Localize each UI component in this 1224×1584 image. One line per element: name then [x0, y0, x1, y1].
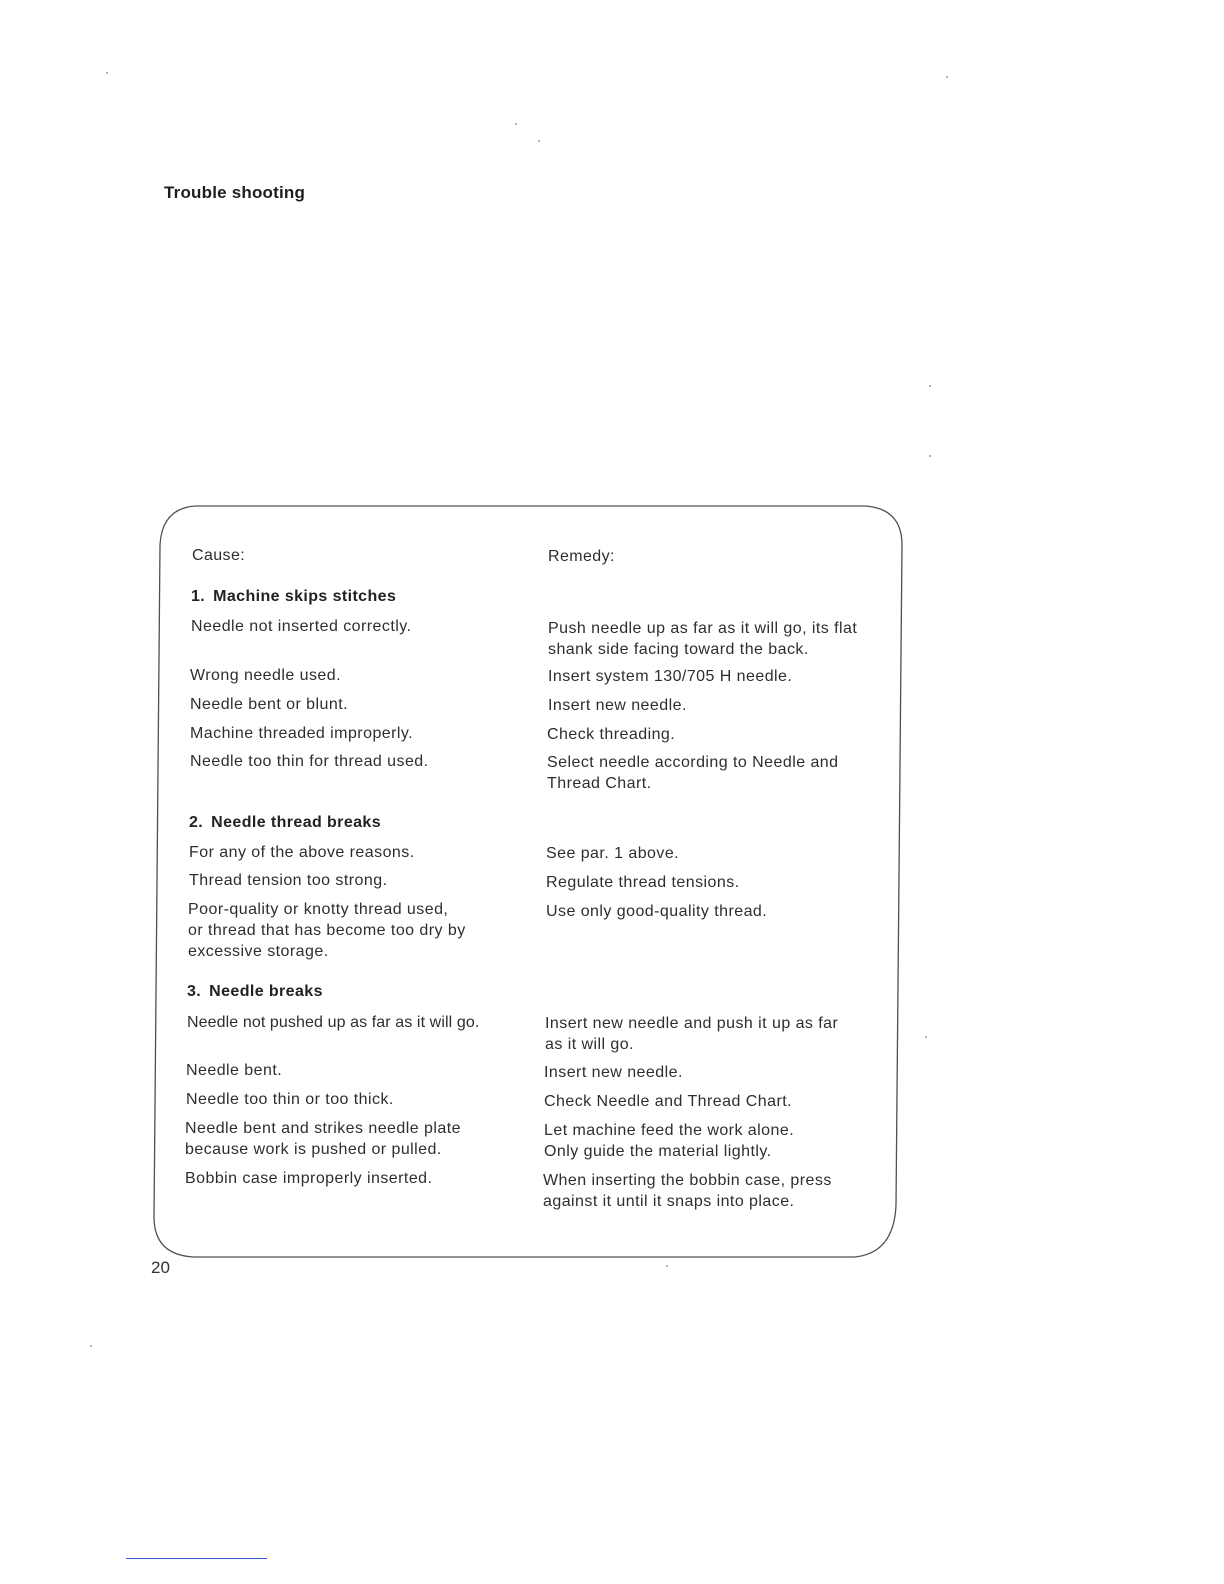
scan-speck [929, 455, 931, 457]
cause-text: Needle bent and strikes needle plate because work is pushed or pulled. [185, 1120, 461, 1158]
cause-text: Poor-quality or knotty thread used, or thread that has become too dry by excessive storage. [188, 901, 466, 960]
cause-text: Needle not inserted correctly. [191, 618, 412, 635]
cause-text: Wrong needle used. [190, 667, 342, 684]
cause-text: For any of the above reasons. [189, 844, 415, 861]
scan-speck [666, 1265, 668, 1267]
remedy-text: Regulate thread tensions. [546, 874, 740, 891]
remedy-text: Check threading. [547, 726, 676, 743]
scan-speck [538, 140, 540, 142]
cause-text: Needle bent. [186, 1062, 283, 1079]
scan-speck [515, 123, 517, 125]
section-title-text: Needle breaks [209, 983, 323, 1000]
scan-speck [929, 385, 931, 387]
remedy-column-header: Remedy: [548, 548, 615, 565]
section-title [191, 588, 396, 606]
section-number: 1. [191, 588, 206, 605]
section-number: 2. [189, 814, 204, 831]
remedy-text: Check Needle and Thread Chart. [544, 1093, 793, 1110]
remedy-text: When inserting the bobbin case, press against it until it snaps into place. [543, 1172, 832, 1210]
section-title-text: Machine skips stitches [213, 588, 397, 605]
scan-speck [90, 1345, 92, 1347]
page-heading: Trouble shooting [164, 183, 306, 202]
cause-text: Needle too thin or too thick. [186, 1091, 394, 1108]
scan-speck [946, 76, 948, 78]
cause-text: Needle not pushed up as far as it will go. [187, 1014, 480, 1031]
remedy-text: Use only good-quality thread. [546, 903, 768, 920]
cause-text: Needle too thin for thread used. [190, 753, 429, 770]
section-title-text: Needle thread breaks [211, 814, 382, 831]
remedy-text: Select needle according to Needle and Thread Chart. [547, 754, 839, 792]
cause-text: Machine threaded improperly. [190, 725, 414, 742]
scan-speck [925, 1036, 927, 1038]
remedy-text: See par. 1 above. [546, 845, 680, 862]
section-number: 3. [187, 983, 202, 1000]
section-title [189, 814, 381, 832]
remedy-text: Insert system 130/705 H needle. [548, 668, 793, 685]
cause-text: Needle bent or blunt. [190, 696, 348, 713]
cause-column-header: Cause: [192, 547, 246, 564]
cause-text: Bobbin case improperly inserted. [185, 1170, 433, 1187]
hyperlink-underline[interactable] [126, 1558, 267, 1559]
cause-text: Thread tension too strong. [189, 872, 388, 889]
section-title [187, 983, 323, 1001]
remedy-text: Insert new needle. [548, 697, 687, 714]
scan-speck [106, 72, 108, 74]
remedy-text: Insert new needle and push it up as far as it will go. [545, 1015, 839, 1053]
page-number: 20 [151, 1258, 170, 1277]
remedy-text: Insert new needle. [544, 1064, 683, 1081]
remedy-text: Let machine feed the work alone. Only guide the material lightly. [544, 1122, 795, 1160]
remedy-text: Push needle up as far as it will go, its flat shank side facing toward the back. [548, 620, 858, 658]
